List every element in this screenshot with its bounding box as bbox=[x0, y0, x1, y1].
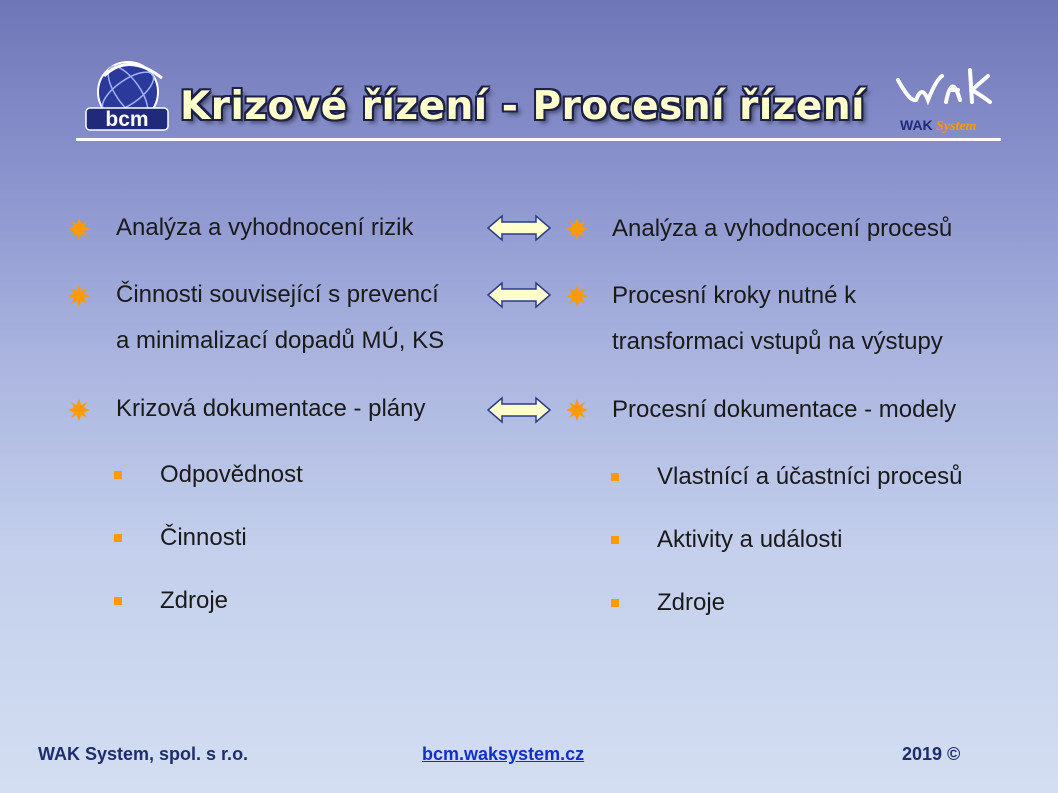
system-logo-text: System bbox=[936, 119, 977, 134]
right-item-1 bbox=[612, 206, 952, 252]
left-item-2-line2: a minimalizací dopadů MÚ, KS bbox=[116, 327, 445, 354]
right-item-2-line2: transformaci vstupů na výstupy bbox=[612, 328, 943, 355]
left-item-3-label: Krizová dokumentace - plány bbox=[116, 395, 426, 422]
square-bullet-icon bbox=[114, 534, 122, 542]
left-sub-item-2: Činnosti bbox=[160, 524, 247, 551]
sun-bullet-icon bbox=[68, 218, 90, 240]
double-arrow-icon bbox=[486, 280, 552, 310]
footer-company: WAK System, spol. s r.o. bbox=[38, 744, 249, 764]
square-bullet-icon bbox=[114, 597, 122, 605]
footer-year: 2019 © bbox=[902, 744, 961, 764]
right-sub-item-3: Zdroje bbox=[657, 589, 726, 616]
square-bullet-icon bbox=[611, 473, 619, 481]
left-item-2-line1: Činnosti související s prevencí bbox=[116, 281, 439, 308]
footer-link-wrapper bbox=[422, 744, 584, 765]
left-item-2 bbox=[116, 272, 444, 364]
sun-bullet-icon bbox=[68, 399, 90, 421]
wak-logo-text: WAK bbox=[900, 117, 933, 133]
double-arrow-icon bbox=[486, 395, 552, 425]
right-sub-item-2: Aktivity a události bbox=[657, 526, 843, 553]
footer-website-link[interactable]: bcm.waksystem.cz bbox=[422, 744, 585, 764]
bcm-logo-text: bcm bbox=[105, 108, 149, 131]
wak-system-logo bbox=[890, 62, 1008, 138]
left-item-1 bbox=[116, 205, 414, 251]
left-item-3 bbox=[116, 386, 426, 432]
right-item-1-label: Analýza a vyhodnocení procesů bbox=[612, 215, 953, 242]
left-item-1-label: Analýza a vyhodnocení rizik bbox=[116, 214, 414, 241]
left-sub-item-3: Zdroje bbox=[160, 587, 229, 614]
bcm-logo bbox=[84, 56, 172, 132]
square-bullet-icon bbox=[114, 471, 122, 479]
left-sub-item-1: Odpovědnost bbox=[160, 461, 303, 488]
sun-bullet-icon bbox=[566, 218, 588, 240]
sun-bullet-icon bbox=[566, 399, 588, 421]
square-bullet-icon bbox=[611, 599, 619, 607]
right-item-3 bbox=[612, 387, 956, 433]
sun-bullet-icon bbox=[566, 285, 588, 307]
double-arrow-icon bbox=[486, 213, 552, 243]
right-item-3-label: Procesní dokumentace - modely bbox=[612, 396, 957, 423]
square-bullet-icon bbox=[611, 536, 619, 544]
right-item-2 bbox=[612, 273, 943, 365]
sun-bullet-icon bbox=[68, 285, 90, 307]
page-title: Krizové řízení - Procesní řízení bbox=[180, 84, 865, 129]
right-sub-item-1: Vlastnící a účastníci procesů bbox=[657, 463, 963, 490]
right-item-2-line1: Procesní kroky nutné k bbox=[612, 282, 857, 309]
title-divider bbox=[76, 138, 1001, 141]
